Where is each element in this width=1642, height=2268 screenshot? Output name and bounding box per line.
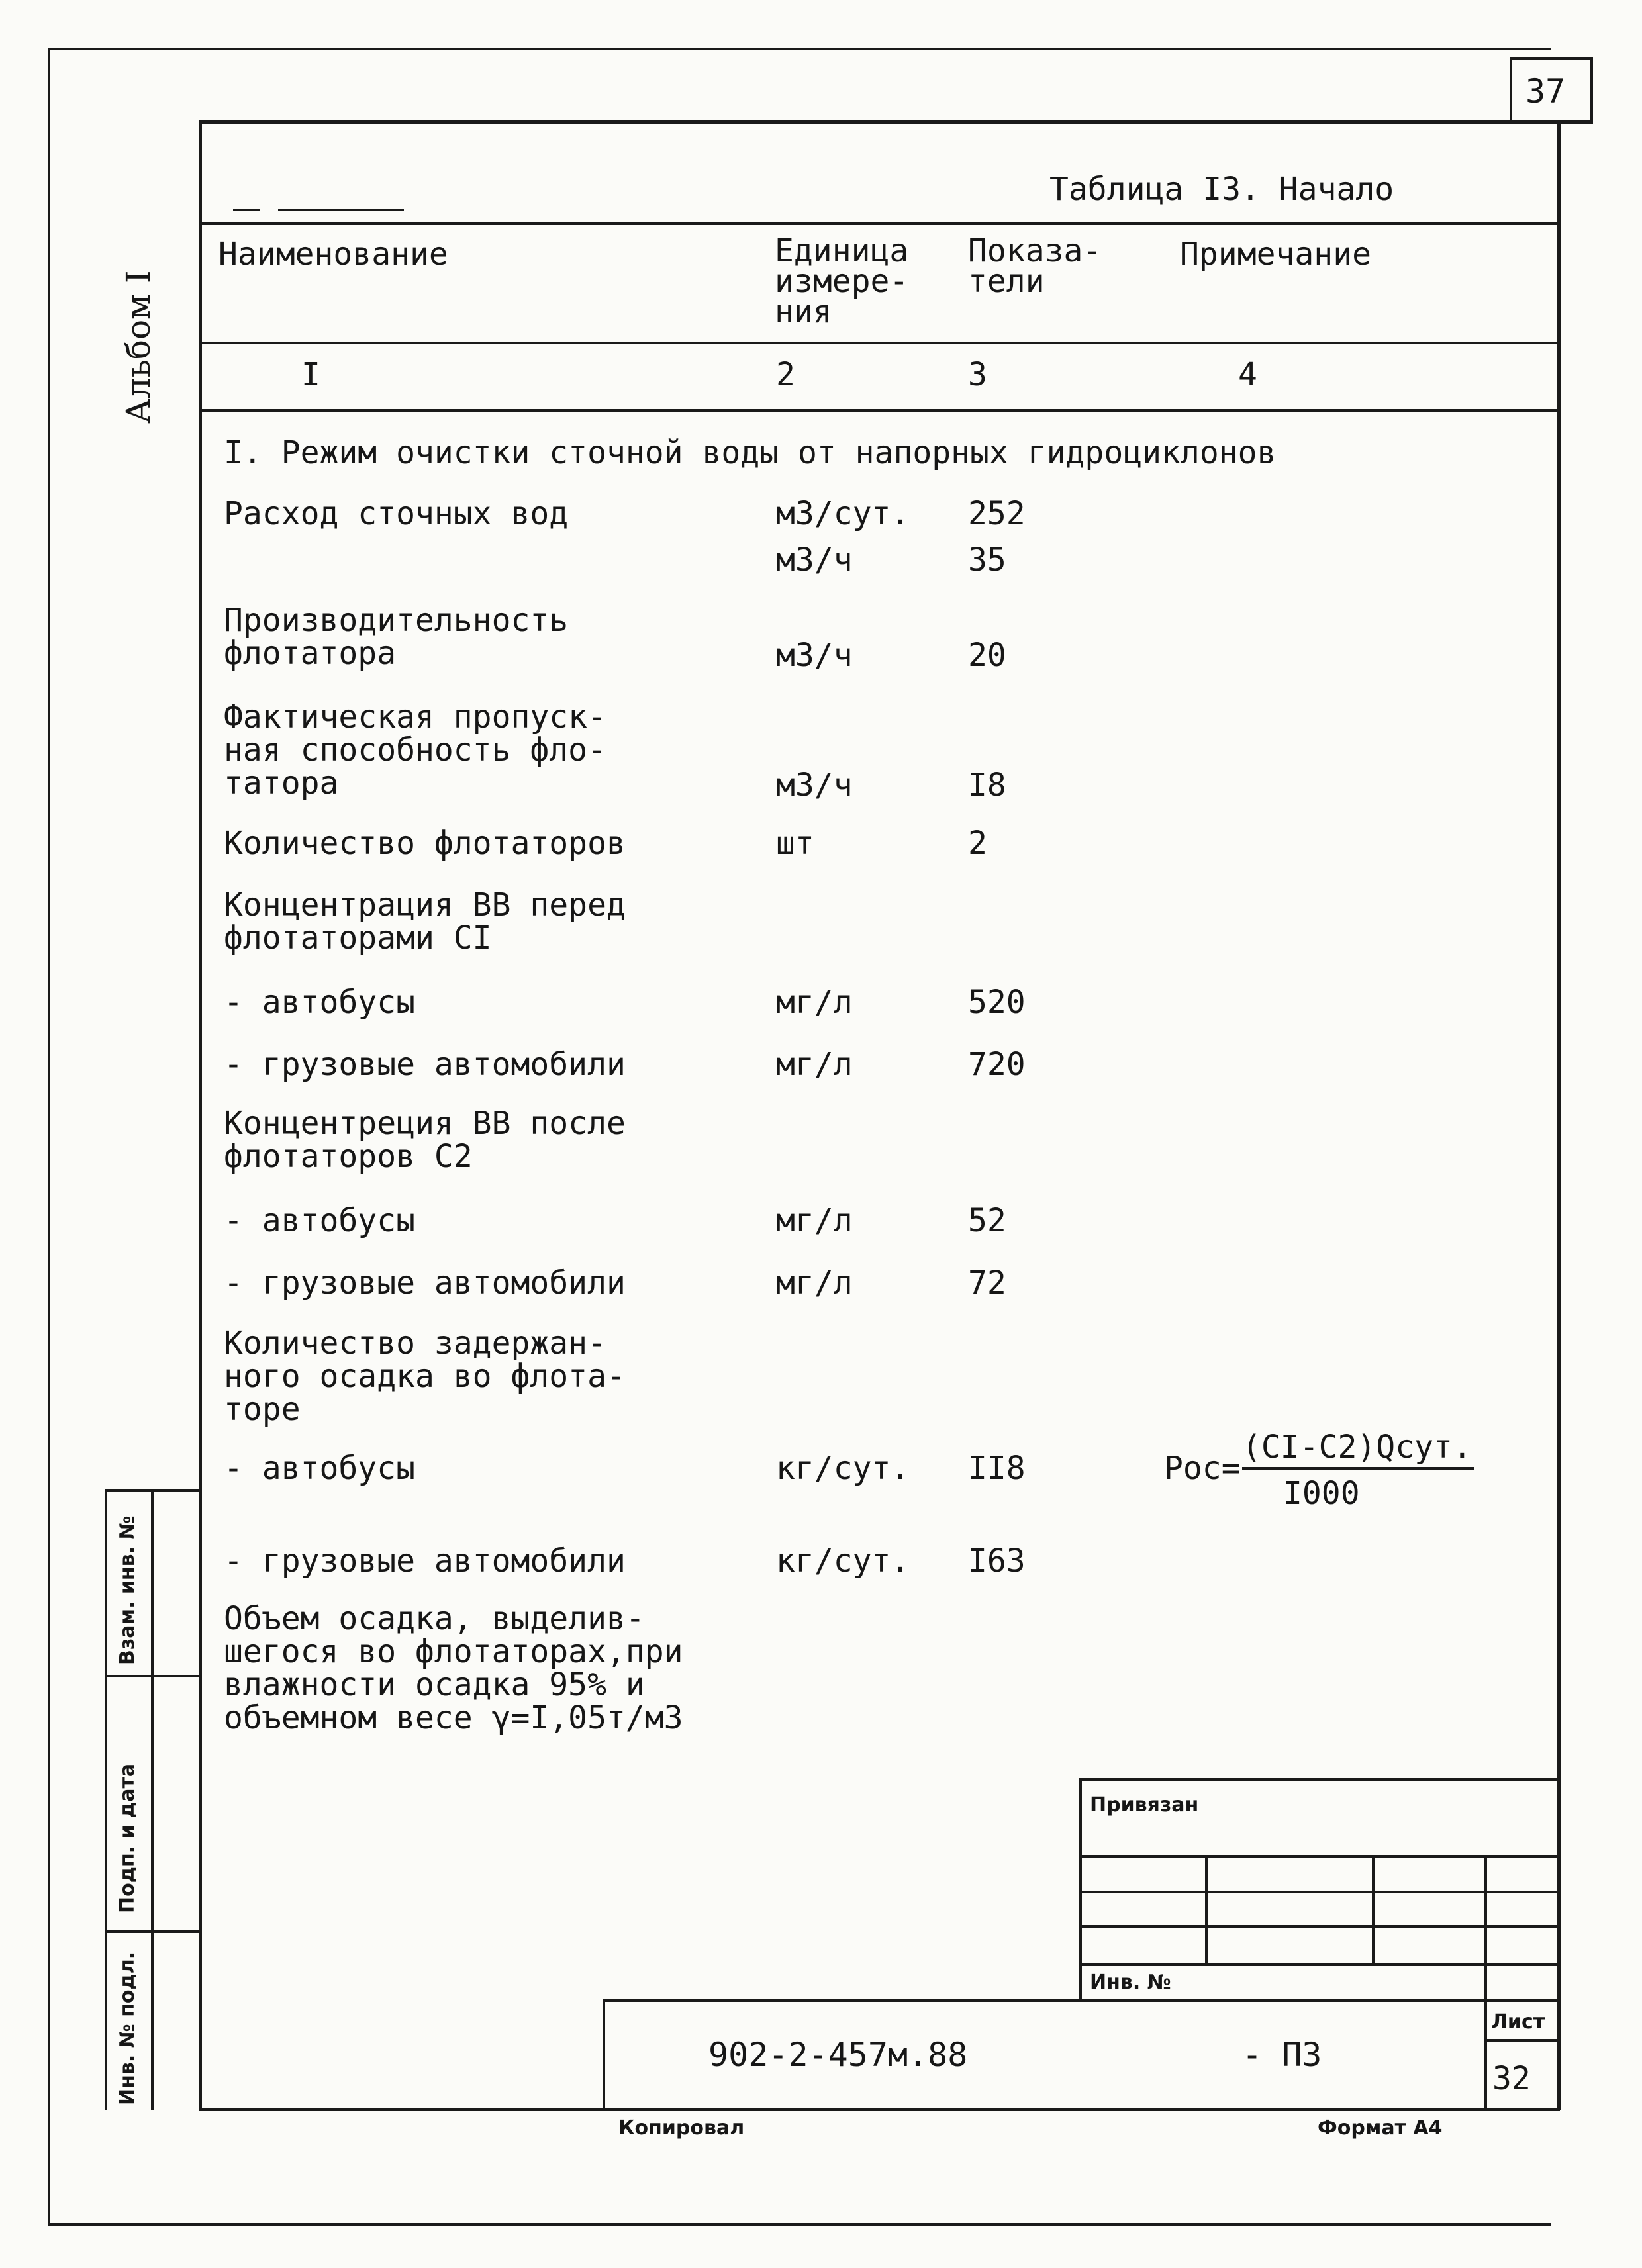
inner-border-bottom	[199, 2108, 1560, 2111]
stamp-row-1	[1079, 1855, 1560, 1858]
document-code: 902-2-457м.88	[708, 2036, 968, 2074]
stamp-top	[1079, 1778, 1560, 1781]
row-value: 520	[968, 984, 1026, 1021]
row-unit: м3/ч	[776, 637, 853, 674]
formula-denominator: I000	[1283, 1475, 1360, 1512]
inner-border-left	[199, 120, 202, 2110]
section-title: I. Режим очистки сточной воды от напорных гидроциклонов	[224, 434, 1277, 471]
inner-border-top	[199, 120, 1593, 124]
row-value: 2	[968, 825, 987, 862]
title-block-left	[603, 1999, 605, 2109]
row-value: 252	[968, 495, 1026, 532]
inv-podl-label: Инв. № подл.	[116, 1951, 139, 2105]
header-top-rule	[202, 222, 1559, 225]
side-strip-left	[105, 1489, 107, 2110]
row-name: Расход сточных вод	[224, 495, 569, 532]
col-number-3: 3	[968, 356, 987, 393]
section-code: - ПЗ	[1242, 2036, 1322, 2074]
stamp-row-3	[1079, 1925, 1560, 1928]
row-name: Концентрация ВВ перед флотаторами СI	[224, 886, 626, 957]
row-unit: кг/сут.	[776, 1542, 910, 1580]
row-name: - грузовые автомобили	[224, 1264, 626, 1301]
row-name: Количество флотаторов	[224, 825, 626, 862]
stamp-attached-label: Привязан	[1090, 1793, 1199, 1817]
row-name: - автобусы	[224, 984, 415, 1021]
row-name: - автобусы	[224, 1450, 415, 1487]
stamp-row-4	[1079, 1963, 1560, 1966]
header-col-note: Примечание	[1180, 236, 1371, 273]
podp-data-label: Подп. и дата	[116, 1763, 139, 1913]
row-unit: шт	[776, 825, 814, 862]
caption-dash-2	[278, 209, 404, 211]
outer-border-left	[48, 48, 50, 2226]
header-mid-rule	[202, 342, 1559, 344]
formula-numerator: (CI-C2)Qсут.	[1242, 1429, 1472, 1466]
album-label: Альбом I	[119, 270, 158, 424]
side-strip-top	[105, 1489, 200, 1492]
row-value: 20	[968, 637, 1006, 674]
row-unit: мг/л	[776, 984, 853, 1021]
footer-format: Формат А4	[1318, 2116, 1443, 2140]
title-block-sheet-rule	[1484, 2039, 1560, 2042]
col-number-1: I	[301, 356, 320, 393]
row-name: Производительность флотатора	[224, 602, 569, 672]
footer-copied: Копировал	[618, 2116, 745, 2140]
sheet-label: Лист	[1491, 2010, 1545, 2034]
row-unit: м3/сут.	[776, 495, 910, 532]
row-unit: мг/л	[776, 1202, 853, 1239]
title-block-top	[603, 1999, 1560, 2002]
side-strip-sep2	[105, 1930, 200, 1933]
row-unit: мг/л	[776, 1046, 853, 1083]
row-value: I8	[968, 767, 1006, 804]
outer-border-top	[48, 48, 1551, 50]
stamp-col-2	[1372, 1855, 1375, 1963]
row-name: Фактическая пропуск- ная способность фло- татора	[224, 698, 606, 802]
row-unit: мг/л	[776, 1264, 853, 1301]
formula-fraction-bar	[1242, 1467, 1474, 1470]
title-block-sheet-divider	[1484, 1999, 1487, 2109]
row-name: - автобусы	[224, 1202, 415, 1239]
side-strip-divider	[151, 1489, 154, 2110]
header-col-name: Наименование	[218, 236, 448, 273]
row-name: - грузовые автомобили	[224, 1542, 626, 1580]
header-col-unit: Единица измере- ния	[775, 232, 909, 330]
row-unit: м3/ч	[776, 542, 853, 579]
stamp-inv-label: Инв. №	[1090, 1971, 1171, 1994]
row-value: 720	[968, 1046, 1026, 1083]
header-col-value: Показа- тели	[968, 232, 1102, 300]
side-strip-sep1	[105, 1675, 200, 1677]
sheet-number: 37	[1525, 72, 1566, 111]
table-caption: Таблица I3. Начало	[1049, 171, 1394, 208]
vzam-inv-label: Взам. инв. №	[116, 1515, 139, 1665]
row-value: 52	[968, 1202, 1006, 1239]
row-unit: кг/сут.	[776, 1450, 910, 1487]
caption-dash-1	[233, 209, 260, 211]
stamp-col-3	[1484, 1855, 1487, 2001]
row-unit: м3/ч	[776, 767, 853, 804]
row-value: I63	[968, 1542, 1026, 1580]
row-value: 35	[968, 542, 1006, 579]
outer-border-bottom	[48, 2223, 1551, 2226]
stamp-left	[1079, 1778, 1082, 2001]
inner-border-right	[1557, 120, 1561, 2110]
stamp-col-1	[1205, 1855, 1208, 1963]
row-name: Количество задержан- ного осадка во флота- торе	[224, 1325, 626, 1428]
header-bottom-rule	[202, 409, 1559, 412]
row-name: Концентреция ВВ после флотаторов С2	[224, 1105, 626, 1175]
row-name: - грузовые автомобили	[224, 1046, 626, 1083]
sheet-value: 32	[1492, 2060, 1531, 2097]
col-number-4: 4	[1238, 356, 1257, 393]
stamp-row-2	[1079, 1891, 1560, 1893]
formula-lhs: Рос=	[1164, 1450, 1241, 1487]
sheet-number-box	[1510, 57, 1593, 123]
col-number-2: 2	[776, 356, 795, 393]
row-name: Объем осадка, выделив- шегося во флотаторах,при влажности осадка 95% и объемном весе γ=I,05т/м3	[224, 1600, 683, 1736]
row-value: II8	[968, 1450, 1026, 1487]
row-value: 72	[968, 1264, 1006, 1301]
